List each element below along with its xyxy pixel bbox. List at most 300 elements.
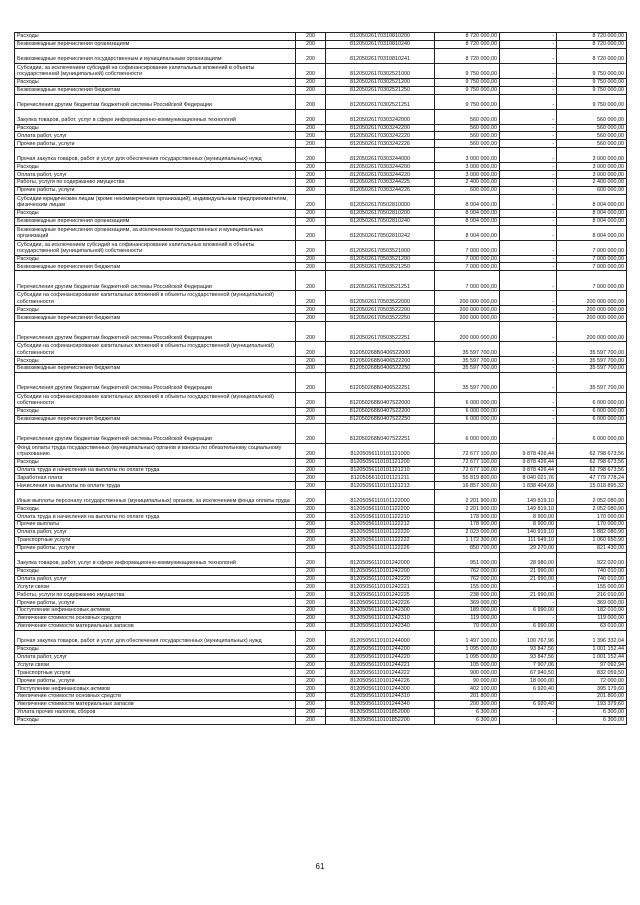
row-name: Безвозмездные перечисления бюджетам <box>15 263 296 271</box>
row-line-code: 200 <box>296 474 326 482</box>
row-budget-class-code: 81205056110101242340 <box>326 622 435 630</box>
row-remaining-amount: 97 092,94 <box>557 661 627 669</box>
row-approved-amount: 560 000,00 <box>435 132 500 140</box>
row-approved-amount: 119 000,00 <box>435 614 500 622</box>
row-approved-amount: 1 095 000,00 <box>435 645 500 653</box>
row-approved-amount: 8 004 000,00 <box>435 217 500 225</box>
row-budget-class-code: 81205056110101244200 <box>326 645 435 653</box>
row-line-code: 200 <box>296 217 326 225</box>
row-budget-class-code: 81205026170310810241 <box>326 48 435 63</box>
row-line-code: 200 <box>296 544 326 552</box>
row-executed-amount: - <box>500 140 557 148</box>
row-remaining-amount: 8 004 000,00 <box>557 225 627 240</box>
row-budget-class-code: 81205056110101244340 <box>326 700 435 708</box>
table-row <box>15 645 627 653</box>
row-remaining-amount: 369 000,00 <box>557 599 627 607</box>
row-executed-amount: 8 900,00 <box>500 521 557 529</box>
row-executed-amount: 7 907,06 <box>500 661 557 669</box>
table-row <box>15 109 627 124</box>
row-executed-amount: - <box>500 716 557 724</box>
row-line-code: 200 <box>296 528 326 536</box>
row-approved-amount: 9 750 000,00 <box>435 63 500 78</box>
row-approved-amount: 1 172 300,00 <box>435 536 500 544</box>
row-approved-amount: 90 000,00 <box>435 677 500 685</box>
row-name: Закупка товаров, работ, услуг в сфере информационно-коммуникационных технологий <box>15 109 296 124</box>
row-line-code: 200 <box>296 622 326 630</box>
row-remaining-amount: 9 750 000,00 <box>557 86 627 94</box>
row-name: Поступление нефинансовых активов <box>15 607 296 615</box>
row-approved-amount: 105 000,00 <box>435 661 500 669</box>
table-row <box>15 186 627 194</box>
row-approved-amount: 16 857 300,00 <box>435 482 500 490</box>
row-budget-class-code: 812050268Б0406522200 <box>326 357 435 365</box>
row-approved-amount: 178 900,00 <box>435 513 500 521</box>
row-approved-amount: 762 000,00 <box>435 567 500 575</box>
row-remaining-amount: 6 000 000,00 <box>557 423 627 443</box>
row-remaining-amount: 7 000 000,00 <box>557 240 627 255</box>
row-remaining-amount: 7 000 000,00 <box>557 271 627 291</box>
table-row <box>15 513 627 521</box>
row-remaining-amount: 6 300,00 <box>557 716 627 724</box>
row-executed-amount: 100 767,96 <box>500 630 557 645</box>
row-remaining-amount: 3 000 000,00 <box>557 171 627 179</box>
row-name: Перечисления другим бюджетам бюджетной системы Российской Федерации <box>15 322 296 342</box>
row-executed-amount: 9 878 426,44 <box>500 458 557 466</box>
row-approved-amount: 55 819 800,00 <box>435 474 500 482</box>
row-budget-class-code: 81205056110101121000 <box>326 443 435 458</box>
row-executed-amount: 67 940,50 <box>500 669 557 677</box>
row-approved-amount: 6 300,00 <box>435 716 500 724</box>
row-approved-amount: 200 000 000,00 <box>435 322 500 342</box>
row-name: Уплата прочих налогов, сборов <box>15 708 296 716</box>
row-remaining-amount: 35 597 700,00 <box>557 357 627 365</box>
row-executed-amount: - <box>500 263 557 271</box>
row-budget-class-code: 81205056110101121213 <box>326 482 435 490</box>
row-executed-amount: - <box>500 342 557 357</box>
row-name: Расходы <box>15 505 296 513</box>
row-executed-amount: - <box>500 86 557 94</box>
row-executed-amount: 93 847,56 <box>500 653 557 661</box>
row-executed-amount: - <box>500 209 557 217</box>
row-name: Прочие работы, услуги <box>15 544 296 552</box>
row-executed-amount: - <box>500 33 557 41</box>
table-row <box>15 669 627 677</box>
row-line-code: 200 <box>296 567 326 575</box>
row-line-code: 200 <box>296 306 326 314</box>
row-executed-amount: - <box>500 124 557 132</box>
row-approved-amount: 238 000,00 <box>435 591 500 599</box>
row-executed-amount: - <box>500 357 557 365</box>
row-line-code: 200 <box>296 700 326 708</box>
row-approved-amount: 2 201 900,00 <box>435 490 500 505</box>
row-approved-amount: 2 400 000,00 <box>435 179 500 187</box>
row-executed-amount: 8 040 021,76 <box>500 474 557 482</box>
row-budget-class-code: 812050268Б0406522251 <box>326 372 435 392</box>
row-approved-amount: 9 750 000,00 <box>435 94 500 109</box>
row-line-code: 200 <box>296 685 326 693</box>
row-line-code: 200 <box>296 209 326 217</box>
table-row <box>15 140 627 148</box>
row-budget-class-code: 81205026170503521200 <box>326 255 435 263</box>
table-row <box>15 171 627 179</box>
row-line-code: 200 <box>296 443 326 458</box>
row-name: Оплата работ, услуг <box>15 132 296 140</box>
row-line-code: 200 <box>296 630 326 645</box>
row-name: Услуги связи <box>15 583 296 591</box>
row-budget-class-code: 81205056110101242225 <box>326 591 435 599</box>
row-name: Безвозмездные перечисления бюджетам <box>15 415 296 423</box>
row-name: Оплата труда и начисления на выплаты по оплате труда <box>15 513 296 521</box>
row-line-code: 200 <box>296 140 326 148</box>
row-remaining-amount: 201 800,00 <box>557 693 627 701</box>
row-line-code: 200 <box>296 148 326 163</box>
row-executed-amount: - <box>500 583 557 591</box>
row-executed-amount: - <box>500 109 557 124</box>
table-row <box>15 263 627 271</box>
row-line-code: 200 <box>296 186 326 194</box>
row-approved-amount: 70 000,00 <box>435 622 500 630</box>
row-budget-class-code: 81205056110101242000 <box>326 552 435 567</box>
row-remaining-amount: 6 000 000,00 <box>557 407 627 415</box>
row-executed-amount: - <box>500 94 557 109</box>
table-row <box>15 505 627 513</box>
row-approved-amount: 200 300,00 <box>435 700 500 708</box>
row-executed-amount: - <box>500 132 557 140</box>
row-name: Перечисления другим бюджетам бюджетной системы Российской Федерации <box>15 271 296 291</box>
table-row <box>15 607 627 615</box>
row-remaining-amount: 200 000 000,00 <box>557 291 627 306</box>
row-line-code: 200 <box>296 48 326 63</box>
row-executed-amount: - <box>500 63 557 78</box>
row-budget-class-code: 81205056110101121211 <box>326 474 435 482</box>
row-budget-class-code: 81205026170302521250 <box>326 86 435 94</box>
row-name: Фонд оплаты труда государственных (муниципальных) органов и взносы по обязательному социальному страхованию <box>15 443 296 458</box>
row-approved-amount: 189 000,00 <box>435 607 500 615</box>
row-approved-amount: 8 720 000,00 <box>435 48 500 63</box>
row-name: Расходы <box>15 33 296 41</box>
table-row <box>15 693 627 701</box>
row-line-code: 200 <box>296 163 326 171</box>
row-remaining-amount: 62 798 673,56 <box>557 466 627 474</box>
row-executed-amount: 6 990,00 <box>500 622 557 630</box>
row-line-code: 200 <box>296 86 326 94</box>
row-executed-amount: 6 920,40 <box>500 700 557 708</box>
row-executed-amount: - <box>500 48 557 63</box>
row-line-code: 200 <box>296 314 326 322</box>
row-budget-class-code: 81205026170303242226 <box>326 140 435 148</box>
row-approved-amount: 560 000,00 <box>435 140 500 148</box>
row-executed-amount: 18 000,00 <box>500 677 557 685</box>
table-row <box>15 700 627 708</box>
row-budget-class-code: 81205056110101244226 <box>326 677 435 685</box>
row-budget-class-code: 81205056110101244300 <box>326 685 435 693</box>
row-budget-class-code: 81205056110101852200 <box>326 716 435 724</box>
row-remaining-amount: 9 750 000,00 <box>557 63 627 78</box>
row-budget-class-code: 81205056110101122210 <box>326 513 435 521</box>
table-row <box>15 599 627 607</box>
row-executed-amount: - <box>500 78 557 86</box>
row-name: Расходы <box>15 306 296 314</box>
budget-table-sheet <box>14 32 626 725</box>
table-row <box>15 415 627 423</box>
row-remaining-amount: 832 059,50 <box>557 669 627 677</box>
row-line-code: 200 <box>296 132 326 140</box>
row-executed-amount: - <box>500 186 557 194</box>
row-line-code: 200 <box>296 94 326 109</box>
row-approved-amount: 200 000 000,00 <box>435 291 500 306</box>
table-row <box>15 614 627 622</box>
table-row <box>15 482 627 490</box>
row-remaining-amount: 560 000,00 <box>557 132 627 140</box>
row-remaining-amount: 200 000 000,00 <box>557 322 627 342</box>
row-approved-amount: 7 000 000,00 <box>435 255 500 263</box>
row-budget-class-code: 81205056110101244310 <box>326 693 435 701</box>
row-budget-class-code: 81205026170503521251 <box>326 271 435 291</box>
row-approved-amount: 2 023 000,00 <box>435 528 500 536</box>
row-executed-amount: - <box>500 194 557 209</box>
row-line-code: 200 <box>296 677 326 685</box>
row-remaining-amount: 1 882 080,90 <box>557 528 627 536</box>
row-line-code: 200 <box>296 63 326 78</box>
row-approved-amount: 6 000 000,00 <box>435 415 500 423</box>
row-approved-amount: 1 095 000,00 <box>435 653 500 661</box>
row-budget-class-code: 81205026170503522000 <box>326 291 435 306</box>
row-approved-amount: 600 000,00 <box>435 186 500 194</box>
row-line-code: 200 <box>296 536 326 544</box>
row-remaining-amount: 155 000,00 <box>557 583 627 591</box>
row-name: Субсидии на софинансирование капитальных вложений в объекты государственной (муниципальной) собственности <box>15 392 296 407</box>
row-remaining-amount: 216 010,00 <box>557 591 627 599</box>
row-name: Расходы <box>15 163 296 171</box>
row-line-code: 200 <box>296 513 326 521</box>
table-row <box>15 314 627 322</box>
row-name: Расходы <box>15 458 296 466</box>
row-executed-amount: 111 649,10 <box>500 536 557 544</box>
row-executed-amount: - <box>500 392 557 407</box>
row-remaining-amount: 922 020,00 <box>557 552 627 567</box>
row-budget-class-code: 81205056110101121200 <box>326 458 435 466</box>
row-budget-class-code: 81205026170302521200 <box>326 78 435 86</box>
row-name: Расходы <box>15 357 296 365</box>
row-remaining-amount: 1 001 152,44 <box>557 645 627 653</box>
row-budget-class-code: 81205026170303244000 <box>326 148 435 163</box>
row-name: Прочая закупка товаров, работ и услуг для обеспечения государственных (муниципальных) нужд <box>15 148 296 163</box>
row-remaining-amount: 7 000 000,00 <box>557 263 627 271</box>
row-budget-class-code: 81205056110101122000 <box>326 490 435 505</box>
row-approved-amount: 35 597 700,00 <box>435 365 500 373</box>
row-name: Увеличение стоимости материальных запасов <box>15 700 296 708</box>
row-name: Расходы <box>15 645 296 653</box>
row-line-code: 200 <box>296 322 326 342</box>
table-row <box>15 716 627 724</box>
row-line-code: 200 <box>296 458 326 466</box>
row-name: Оплата труда и начисления на выплаты по оплате труда <box>15 466 296 474</box>
row-remaining-amount: 821 430,00 <box>557 544 627 552</box>
row-executed-amount: - <box>500 708 557 716</box>
row-executed-amount: 29 270,00 <box>500 544 557 552</box>
row-executed-amount: - <box>500 240 557 255</box>
row-executed-amount: - <box>500 372 557 392</box>
row-approved-amount: 402 100,00 <box>435 685 500 693</box>
row-approved-amount: 8 004 000,00 <box>435 209 500 217</box>
row-executed-amount: - <box>500 255 557 263</box>
row-line-code: 200 <box>296 490 326 505</box>
row-approved-amount: 369 000,00 <box>435 599 500 607</box>
table-row <box>15 685 627 693</box>
row-remaining-amount: 119 000,00 <box>557 614 627 622</box>
row-executed-amount: 93 847,56 <box>500 645 557 653</box>
row-executed-amount: - <box>500 415 557 423</box>
row-budget-class-code: 81205026170310810200 <box>326 33 435 41</box>
row-name: Субсидии на софинансирование капитальных вложений в объекты государственной (муниципальной) собственности <box>15 342 296 357</box>
table-row <box>15 443 627 458</box>
row-name: Услуги связи <box>15 661 296 669</box>
table-row <box>15 653 627 661</box>
table-row <box>15 33 627 41</box>
row-remaining-amount: 2 052 080,90 <box>557 505 627 513</box>
table-row <box>15 392 627 407</box>
row-remaining-amount: 8 720 000,00 <box>557 48 627 63</box>
row-remaining-amount: 47 779 778,24 <box>557 474 627 482</box>
row-approved-amount: 201 800,00 <box>435 693 500 701</box>
row-remaining-amount: 1 060 650,90 <box>557 536 627 544</box>
table-row <box>15 372 627 392</box>
row-remaining-amount: 8 004 000,00 <box>557 194 627 209</box>
row-budget-class-code: 81205026170303244226 <box>326 186 435 194</box>
row-executed-amount: 21 990,00 <box>500 575 557 583</box>
row-line-code: 200 <box>296 661 326 669</box>
row-line-code: 200 <box>296 407 326 415</box>
row-name: Транспортные услуги <box>15 536 296 544</box>
row-line-code: 200 <box>296 271 326 291</box>
row-remaining-amount: 560 000,00 <box>557 140 627 148</box>
table-row <box>15 528 627 536</box>
table-row <box>15 225 627 240</box>
row-budget-class-code: 81205026170503521000 <box>326 240 435 255</box>
row-remaining-amount: 9 750 000,00 <box>557 78 627 86</box>
row-line-code: 200 <box>296 415 326 423</box>
row-name: Расходы <box>15 255 296 263</box>
row-budget-class-code: 81205026170303242000 <box>326 109 435 124</box>
row-approved-amount: 1 497 100,00 <box>435 630 500 645</box>
row-approved-amount: 200 000 000,00 <box>435 314 500 322</box>
table-row <box>15 521 627 529</box>
table-row <box>15 271 627 291</box>
row-budget-class-code: 81205056110101244000 <box>326 630 435 645</box>
row-line-code: 200 <box>296 716 326 724</box>
row-remaining-amount: 9 750 000,00 <box>557 94 627 109</box>
row-budget-class-code: 81205026170502810240 <box>326 217 435 225</box>
table-row <box>15 357 627 365</box>
row-name: Перечисления другим бюджетам бюджетной системы Российской Федерации <box>15 94 296 109</box>
row-line-code: 200 <box>296 708 326 716</box>
row-name: Безвозмездные перечисления государственным и муниципальным организациям <box>15 48 296 63</box>
row-executed-amount: 140 919,10 <box>500 528 557 536</box>
row-budget-class-code: 81205056110101852000 <box>326 708 435 716</box>
row-line-code: 200 <box>296 466 326 474</box>
row-line-code: 200 <box>296 653 326 661</box>
row-name: Субсидии, за исключением субсидий на софинансирование капитальных вложений в объекты государственной (муниципальной) собственности <box>15 240 296 255</box>
row-line-code: 200 <box>296 591 326 599</box>
row-remaining-amount: 8 720 000,00 <box>557 33 627 41</box>
row-budget-class-code: 81205056110101242200 <box>326 567 435 575</box>
row-budget-class-code: 81205026170303244200 <box>326 163 435 171</box>
row-name: Прочие выплаты <box>15 521 296 529</box>
row-budget-class-code: 81205026170303244225 <box>326 179 435 187</box>
row-executed-amount: - <box>500 306 557 314</box>
row-name: Прочие работы, услуги <box>15 599 296 607</box>
table-row <box>15 630 627 645</box>
row-approved-amount: 3 000 000,00 <box>435 148 500 163</box>
row-executed-amount: 149 819,10 <box>500 490 557 505</box>
row-budget-class-code: 81205026170303242220 <box>326 132 435 140</box>
table-row <box>15 552 627 567</box>
row-remaining-amount: 170 000,00 <box>557 521 627 529</box>
row-remaining-amount: 35 597 700,00 <box>557 365 627 373</box>
row-executed-amount: - <box>500 423 557 443</box>
table-row <box>15 661 627 669</box>
row-name: Перечисления другим бюджетам бюджетной системы Российской Федерации <box>15 423 296 443</box>
table-row <box>15 240 627 255</box>
row-name: Субсидии, за исключением субсидий на софинансирование капитальных вложений в объекты государственной (муниципальной) собственности <box>15 63 296 78</box>
row-approved-amount: 8 720 000,00 <box>435 33 500 41</box>
row-name: Работы, услуги по содержанию имущества <box>15 591 296 599</box>
row-approved-amount: 155 000,00 <box>435 583 500 591</box>
row-executed-amount: - <box>500 599 557 607</box>
table-row <box>15 63 627 78</box>
row-executed-amount: - <box>500 365 557 373</box>
row-name: Увеличение стоимости основных средств <box>15 693 296 701</box>
table-row <box>15 148 627 163</box>
row-name: Безвозмездные перечисления организациям <box>15 217 296 225</box>
row-budget-class-code: 812050268Б0407522251 <box>326 423 435 443</box>
row-approved-amount: 762 000,00 <box>435 575 500 583</box>
row-executed-amount: - <box>500 40 557 48</box>
table-row <box>15 255 627 263</box>
row-line-code: 200 <box>296 78 326 86</box>
row-approved-amount: 72 677 100,00 <box>435 458 500 466</box>
row-approved-amount: 2 201 900,00 <box>435 505 500 513</box>
row-executed-amount: 1 838 404,68 <box>500 482 557 490</box>
page-number: 61 <box>315 862 325 871</box>
row-budget-class-code: 81205056110101121210 <box>326 466 435 474</box>
row-budget-class-code: 81205026170503522251 <box>326 322 435 342</box>
row-name: Иные выплаты персоналу государственных (муниципальных) органов, за исключением фонда оплаты труда <box>15 490 296 505</box>
table-row <box>15 536 627 544</box>
row-approved-amount: 6 000 000,00 <box>435 423 500 443</box>
row-approved-amount: 72 677 100,00 <box>435 466 500 474</box>
row-budget-class-code: 81205026170502810242 <box>326 225 435 240</box>
row-executed-amount: - <box>500 693 557 701</box>
row-remaining-amount: 200 000 000,00 <box>557 314 627 322</box>
row-executed-amount: - <box>500 322 557 342</box>
row-line-code: 200 <box>296 372 326 392</box>
row-approved-amount: 7 000 000,00 <box>435 240 500 255</box>
row-approved-amount: 8 720 000,00 <box>435 40 500 48</box>
row-budget-class-code: 81205026170302521251 <box>326 94 435 109</box>
row-budget-class-code: 81205056110101244221 <box>326 661 435 669</box>
row-budget-class-code: 81205026170503522250 <box>326 314 435 322</box>
table-row <box>15 48 627 63</box>
row-executed-amount: 21 990,00 <box>500 567 557 575</box>
row-executed-amount: 28 980,00 <box>500 552 557 567</box>
row-line-code: 200 <box>296 482 326 490</box>
row-executed-amount: - <box>500 271 557 291</box>
row-budget-class-code: 81205056110101244220 <box>326 653 435 661</box>
row-approved-amount: 35 597 700,00 <box>435 357 500 365</box>
row-executed-amount: - <box>500 217 557 225</box>
row-remaining-amount: 1 396 332,04 <box>557 630 627 645</box>
